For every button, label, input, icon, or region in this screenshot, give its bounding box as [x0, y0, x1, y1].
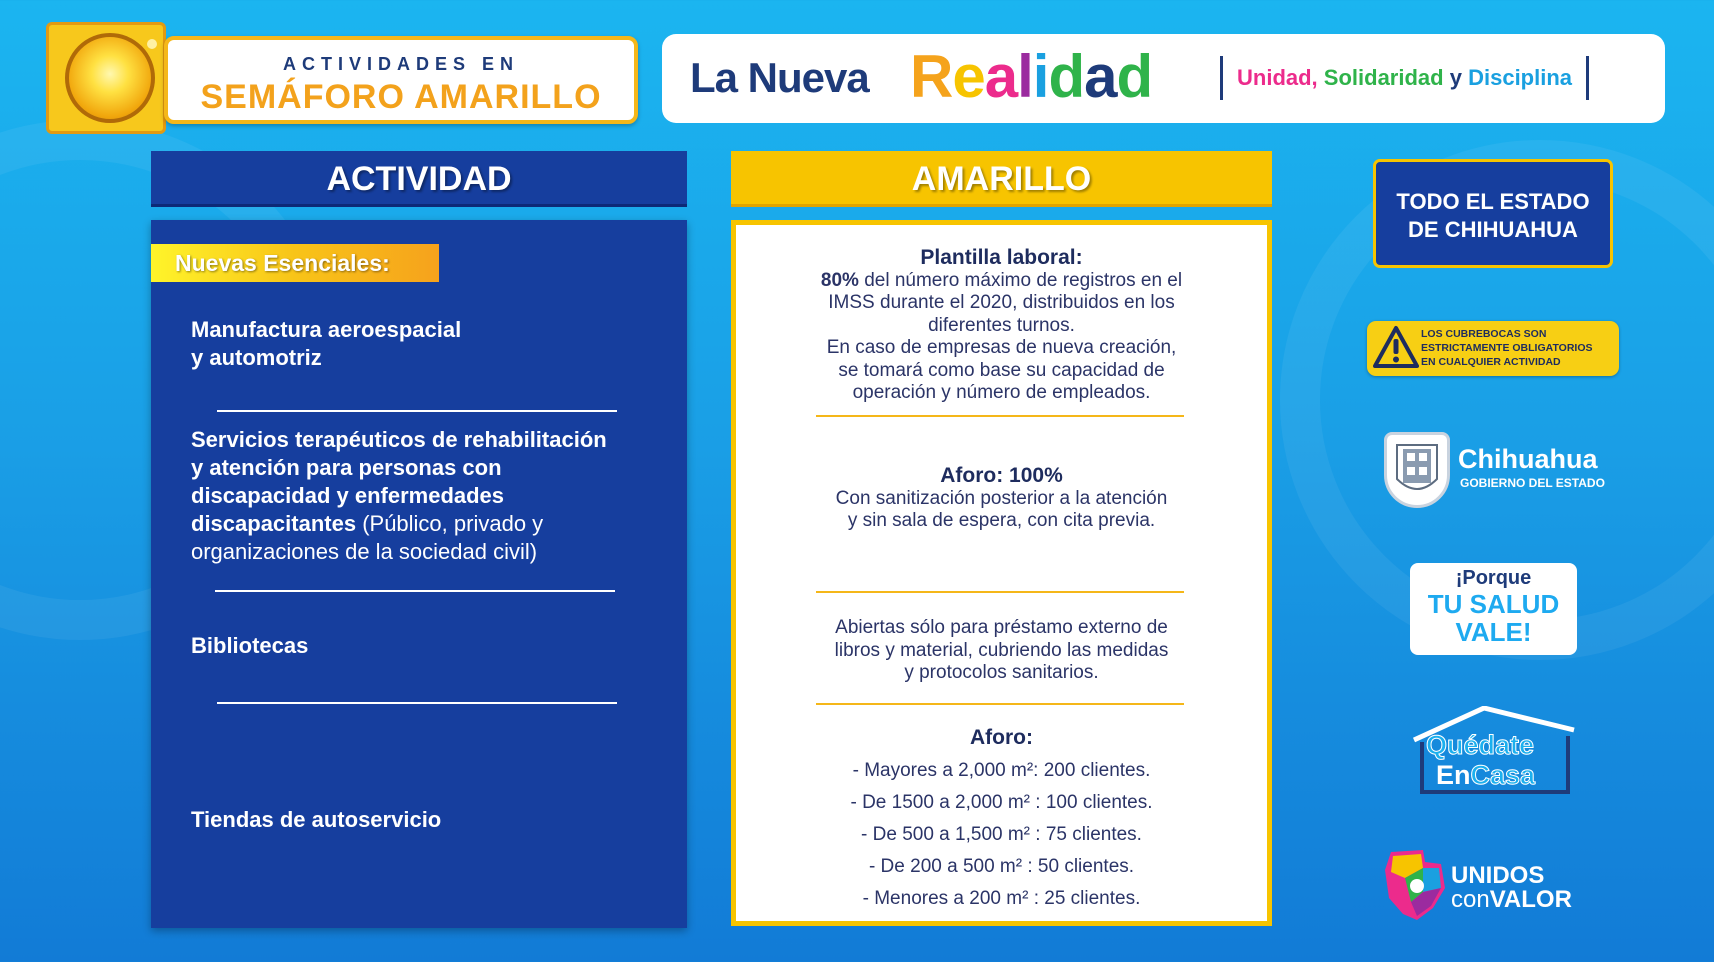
activity-servicios-line4: discapacitantes	[191, 511, 357, 536]
salud-line2: TU SALUD	[1427, 589, 1560, 619]
casa-en: En	[1436, 760, 1471, 790]
casa-line2	[1436, 760, 1535, 791]
unidos-con: con	[1451, 886, 1490, 913]
plantilla-line5: se tomará como base su capacidad de	[838, 359, 1165, 381]
gov-name: Chihuahua	[1458, 444, 1598, 474]
casa-line1: Quédate	[1426, 730, 1535, 760]
todo-line2: DE CHIHUAHUA	[1408, 217, 1578, 242]
activity-servicios-line1: Servicios terapéuticos de rehabilitación	[191, 427, 607, 452]
gobierno-chihuahua-logo	[1384, 432, 1620, 510]
column-header-actividad: ACTIVIDAD	[151, 151, 687, 207]
amarillo-divider	[816, 415, 1184, 417]
cubrebocas-warning	[1367, 321, 1619, 376]
semaforo-title-box	[164, 36, 638, 124]
client-limit-item: - De 500 a 1,500 m² : 75 clientes.	[861, 824, 1142, 845]
todo-el-estado-badge	[1373, 159, 1613, 268]
banner-tagline	[1220, 56, 1589, 100]
quedate-en-casa-logo	[1408, 706, 1580, 796]
activity-servicios-note: (Público, privado y	[356, 511, 544, 536]
tu-salud-vale-badge	[1410, 563, 1577, 655]
client-limit-item: - Mayores a 2,000 m²: 200 clientes.	[852, 760, 1151, 781]
semaforo-title-line2: SEMÁFORO AMARILLO	[200, 78, 602, 116]
yellow-light-icon	[65, 33, 155, 123]
chihuahua-seal-icon	[1384, 432, 1450, 508]
unidos-con-valor-logo	[1383, 846, 1613, 926]
plantilla-line1-text: del número máximo de registros en el	[858, 269, 1183, 291]
amarillo-panel	[731, 220, 1272, 926]
amarillo-divider	[816, 591, 1184, 593]
traffic-light-icon	[46, 22, 166, 134]
bibliotecas-rules-line2: libros y material, cubriendo las medidas	[834, 639, 1169, 661]
aforo-100-title: Aforo: 100%	[940, 464, 1063, 487]
activity-tiendas-label: Tiendas de autoservicio	[191, 807, 442, 832]
semaforo-title-line1: ACTIVIDADES EN	[282, 54, 519, 74]
realidad-letter: d	[1116, 43, 1153, 110]
unidos-line2	[1451, 886, 1572, 914]
realidad-letter: e	[952, 43, 985, 110]
activity-divider	[215, 590, 615, 592]
tagline-y: y	[1449, 65, 1462, 90]
activity-item-manufactura	[191, 316, 671, 372]
bibliotecas-rules-line3: y protocolos sanitarios.	[904, 662, 1099, 683]
salud-line3: VALE!	[1455, 617, 1532, 647]
plantilla-line4: En caso de empresas de nueva creación,	[826, 337, 1177, 358]
salud-line1: ¡Porque	[1455, 567, 1532, 589]
realidad-letter: a	[984, 43, 1018, 110]
bibliotecas-rules-block	[736, 617, 1267, 685]
activity-manufactura-line2: y automotriz	[191, 345, 322, 370]
section-tag-nuevas-esenciales: Nuevas Esenciales:	[151, 244, 439, 282]
client-limit-item: - De 1500 a 2,000 m² : 100 clientes.	[850, 792, 1153, 813]
realidad-letter: l	[1017, 43, 1033, 110]
plantilla-percentage: 80%	[820, 269, 859, 291]
bibliotecas-rules-line1: Abiertas sólo para préstamo externo de	[835, 617, 1168, 638]
activities-panel	[151, 220, 687, 928]
aforo-100-line1: Con sanitización posterior a la atención	[835, 487, 1168, 509]
light-dot-icon	[147, 39, 157, 49]
unidos-valor: VALOR	[1489, 886, 1572, 913]
todo-line1: TODO EL ESTADO	[1396, 189, 1590, 214]
gov-subtitle: GOBIERNO DEL ESTADO	[1460, 476, 1605, 490]
aforo-clientes-title-block	[736, 727, 1267, 750]
plantilla-line1	[736, 270, 1267, 293]
activity-bibliotecas-label: Bibliotecas	[191, 633, 309, 658]
activity-divider	[217, 702, 617, 704]
warning-triangle-icon	[1373, 325, 1419, 369]
realidad-letter: i	[1032, 43, 1049, 110]
aforo-clientes-list	[736, 755, 1267, 915]
aforo-100-line2: y sin sala de espera, con cita previa.	[847, 510, 1156, 531]
activity-servicios-note-line2: organizaciones de la sociedad civil)	[191, 539, 538, 564]
plantilla-laboral-block	[736, 247, 1267, 405]
activity-item-tiendas	[191, 806, 671, 834]
warning-text	[1421, 327, 1615, 369]
client-limit-item: - Menores a 200 m² : 25 clientes.	[862, 888, 1141, 909]
activity-servicios-line2: y atención para personas con	[191, 455, 502, 480]
realidad-letter: d	[1048, 43, 1085, 110]
warning-line3: EN CUALQUIER ACTIVIDAD	[1421, 356, 1561, 368]
plantilla-line6: operación y número de empleados.	[852, 382, 1151, 403]
aforo-100-block	[736, 465, 1267, 533]
realidad-letter: a	[1084, 43, 1117, 110]
activity-item-servicios-terapeuticos	[191, 426, 671, 566]
nueva-realidad-banner	[662, 34, 1665, 123]
banner-realidad-word	[910, 42, 1152, 111]
activity-divider	[217, 410, 617, 412]
plantilla-laboral-title: Plantilla laboral:	[920, 246, 1083, 269]
state-map-icon	[1383, 848, 1447, 922]
seal-emblem-icon	[1387, 435, 1447, 505]
realidad-letter: R	[910, 43, 953, 110]
plantilla-line2: IMSS durante el 2020, distribuidos en los	[828, 292, 1175, 313]
tagline-solidaridad: Solidaridad	[1323, 65, 1444, 90]
activity-manufactura-line1: Manufactura aeroespacial	[191, 317, 462, 342]
client-limit-item: - De 200 a 500 m² : 50 clientes.	[868, 856, 1135, 877]
banner-prefix: La Nueva	[690, 54, 869, 101]
column-header-amarillo: AMARILLO	[731, 151, 1272, 207]
semaforo-header	[46, 12, 642, 136]
warning-line1: LOS CUBREBOCAS SON	[1421, 328, 1547, 340]
unidos-line1: UNIDOS	[1451, 862, 1545, 889]
plantilla-line3: diferentes turnos.	[928, 314, 1075, 336]
aforo-clientes-title: Aforo:	[970, 726, 1033, 749]
tagline-disciplina: Disciplina	[1468, 65, 1573, 90]
tagline-unidad: Unidad,	[1237, 65, 1318, 90]
warning-line2: ESTRICTAMENTE OBLIGATORIOS	[1421, 342, 1593, 354]
amarillo-divider	[816, 703, 1184, 705]
activity-servicios-line3: discapacidad y enfermedades	[191, 483, 505, 508]
casa-casa: Casa	[1470, 760, 1536, 790]
activity-item-bibliotecas	[191, 632, 671, 660]
